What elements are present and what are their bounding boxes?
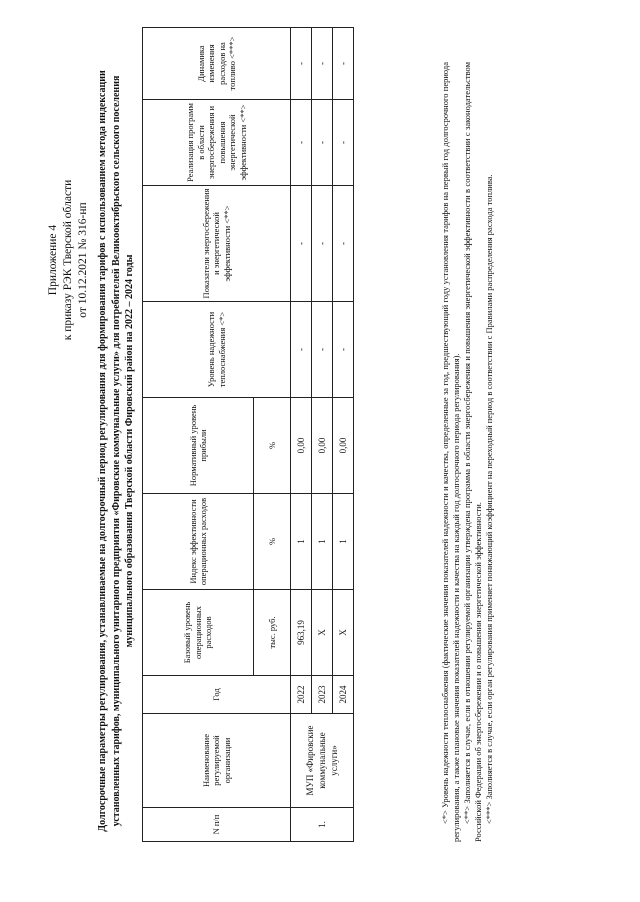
cell-base: Х [312,590,333,676]
row-org: МУП «Фировские коммунальные услуги» [291,714,354,808]
table-row [291,28,312,842]
appendix-order: к приказу РЭК Тверской области [62,179,74,341]
cell-year: 2023 [312,676,333,714]
header-org: Наименование регулируемой организации [143,714,291,808]
cell-energy: - [333,186,354,302]
header-program: Реализация программ в области энергосбережения и повышения энергетической эффективности <**> [143,100,291,186]
header-base: Базовый уровень операционных расходов [143,590,254,676]
cell-program: - [333,100,354,186]
header-year: Год [143,676,291,714]
unit-base: тыс. руб. [254,590,291,676]
cell-dynamics: - [291,28,312,100]
unit-profit: % [254,398,291,494]
unit-index: % [254,494,291,590]
header-energy: Показатели энергосбережения и энергетической эффективности <**> [143,186,291,302]
footnotes [440,62,495,842]
footnote-fuel: <***> Заполняется в случае, если орган регулирования применяет понижающий коэффициент на переходный период в соответствии с Правилами распределения расхода топлива. [484,174,494,824]
cell-program: - [291,100,312,186]
cell-energy: - [312,186,333,302]
header-num: N п/п [143,808,291,842]
document-heading: Долгосрочные параметры регулирования, устанавливаемые на долгосрочный период регулирования для формирования тарифов с использованием метода индексации установленных тарифов, муниципального унитарного предприятия «Фировские коммунальные услуги» для потребителей Великооктябрьского сельского поселения муниципального образования Тверской области Фировский район на 2022 – 2024 годы [97,70,135,832]
cell-dynamics: - [312,28,333,100]
cell-year: 2022 [291,676,312,714]
appendix-block [46,120,91,400]
cell-index: 1 [291,494,312,590]
cell-year: 2024 [333,676,354,714]
cell-program: - [312,100,333,186]
table-header-row [143,28,254,842]
cell-profit: 0,00 [333,398,354,494]
footnote-energy: <**> Заполняется в случае, если в отношении регулируемой организации утверждена программа в области энергосбережения и повышения энергетической эффективности в соответствии с законодательством Российской Федерации об энергосбережении и о повышении энергетической эффективности. [462,62,483,842]
cell-profit: 0,00 [312,398,333,494]
header-index: Индекс эффективности операционных расходов [143,494,254,590]
appendix-date: от 10.12.2021 № 316-нп [77,202,89,318]
appendix-title: Приложение 4 [47,224,59,296]
cell-energy: - [291,186,312,302]
cell-index: 1 [333,494,354,590]
footnote-reliability: <*> Уровень надежности теплоснабжения (фактические значения показателей надежности и качества, определенные за год, предшествующий году установления тарифов на первый год долгосрочного периода регулирования, а также плановые значения показателей надежности и качества на каждый год долгосрочного периода регулирования). [440,62,461,842]
header-profit: Нормативный уровень прибыли [143,398,254,494]
cell-reliability: - [312,302,333,398]
cell-profit: 0,00 [291,398,312,494]
cell-base: 963,19 [291,590,312,676]
cell-dynamics: - [333,28,354,100]
row-num: 1. [291,808,354,842]
parameters-table [142,27,354,842]
cell-reliability: - [291,302,312,398]
cell-reliability: - [333,302,354,398]
header-reliability: Уровень надежности теплоснабжения <*> [143,302,291,398]
header-dynamics: Динамика изменения расходов на топливо <***> [143,28,291,100]
cell-index: 1 [312,494,333,590]
cell-base: Х [333,590,354,676]
